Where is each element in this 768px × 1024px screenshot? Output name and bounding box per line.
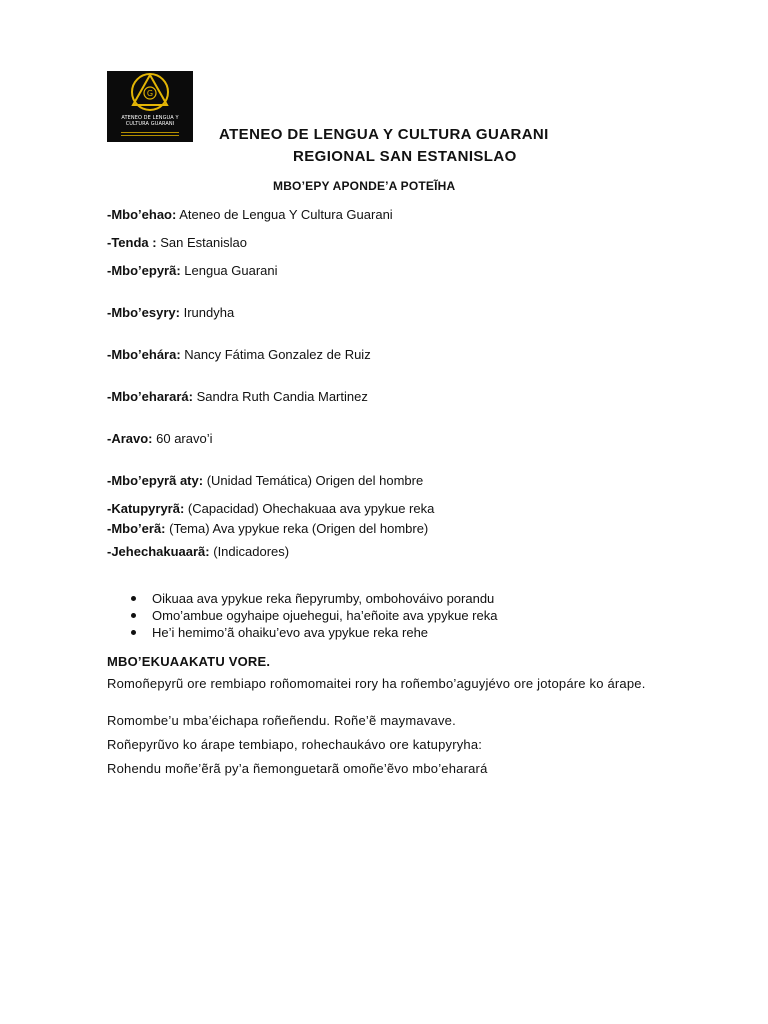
logo-fine-line <box>121 132 179 133</box>
field-value: Ateneo de Lengua Y Cultura Guarani <box>176 207 393 222</box>
field-aravo <box>107 431 213 447</box>
indicator-text: He’i hemimo’ã ohaiku’evo ava ypykue reka rehe <box>152 625 429 640</box>
paragraph: Romombe’u mba’éichapa roñeñendu. Roñe’ẽ maymavave. <box>107 713 456 728</box>
field-value: 60 aravo’i <box>152 431 213 446</box>
paragraph: Rohendu moñe’ẽrã py’a ñemonguetarã omoñe’ẽvo mbo’eharará <box>107 761 488 776</box>
indicator-text: Oikuaa ava ypykue reka ñepyrumby, ombohováivo porandu <box>152 591 495 606</box>
field-value: Lengua Guarani <box>180 263 278 278</box>
field-mboeharara <box>107 389 368 405</box>
field-jehechakuaara <box>107 544 289 560</box>
field-mboepyra <box>107 263 278 279</box>
field-tenda <box>107 235 247 251</box>
field-label: -Aravo: <box>107 431 153 446</box>
field-mboehara <box>107 347 371 363</box>
field-label: -Mbo’ehára: <box>107 347 181 362</box>
field-value: (Unidad Temática) Origen del hombre <box>203 473 424 488</box>
field-mboera <box>107 521 428 537</box>
field-mboesyry <box>107 305 234 321</box>
indicator-list <box>130 590 497 641</box>
field-value: (Indicadores) <box>209 544 290 559</box>
logo-letter: G <box>146 89 154 98</box>
field-label: -Tenda : <box>107 235 157 250</box>
field-label: -Mbo’epyrã: <box>107 263 181 278</box>
field-value: San Estanislao <box>156 235 247 250</box>
bullet-icon <box>131 613 136 618</box>
field-label: -Mbo’ehao: <box>107 207 177 222</box>
logo-fine-line <box>121 135 179 136</box>
bullet-icon <box>131 596 136 601</box>
logo-text-line1: ATENEO DE LENGUA Y <box>121 115 179 121</box>
document-title-line2: REGIONAL SAN ESTANISLAO <box>293 148 517 165</box>
list-item <box>130 624 497 641</box>
list-item <box>130 607 497 624</box>
paragraph: Romoñepyrũ ore rembiapo roñomomaitei rory ha roñembo’aguyjévo ore jotopáre ko árape. <box>107 676 646 691</box>
indicator-text: Omo’ambue ogyhaipe ojuehegui, ha’eñoite ava ypykue reka <box>152 608 498 623</box>
document-subtitle: MBO’EPY APONDE’A POTEĨHA <box>273 179 456 193</box>
field-value: (Tema) Ava ypykue reka (Origen del hombre) <box>165 521 429 536</box>
field-value: Irundyha <box>179 305 235 320</box>
bullet-icon <box>131 630 136 635</box>
field-label: -Katupyryrã: <box>107 501 185 516</box>
list-item <box>130 590 497 607</box>
field-label: -Mbo’erã: <box>107 521 166 536</box>
section-title: MBO’EKUAAKATU VORE. <box>107 654 271 669</box>
document-title-line1: ATENEO DE LENGUA Y CULTURA GUARANI <box>219 126 549 143</box>
paragraph: Roñepyrũvo ko árape tembiapo, rohechaukávo ore katupyryha: <box>107 737 483 752</box>
field-mboepyra-aty <box>107 473 423 489</box>
field-label: -Mbo’epyrã aty: <box>107 473 204 488</box>
field-value: Sandra Ruth Candia Martinez <box>192 389 368 404</box>
ateneo-logo <box>107 71 193 142</box>
field-value: (Capacidad) Ohechakuaa ava ypykue reka <box>184 501 435 516</box>
field-label: -Mbo’esyry: <box>107 305 180 320</box>
field-label: -Jehechakuaarã: <box>107 544 210 559</box>
field-label: -Mbo’eharará: <box>107 389 193 404</box>
logo-text-line2: CULTURA GUARANI <box>125 121 175 127</box>
field-katupyryra <box>107 501 434 517</box>
field-value: Nancy Fátima Gonzalez de Ruiz <box>180 347 371 362</box>
field-mboehao <box>107 207 393 223</box>
